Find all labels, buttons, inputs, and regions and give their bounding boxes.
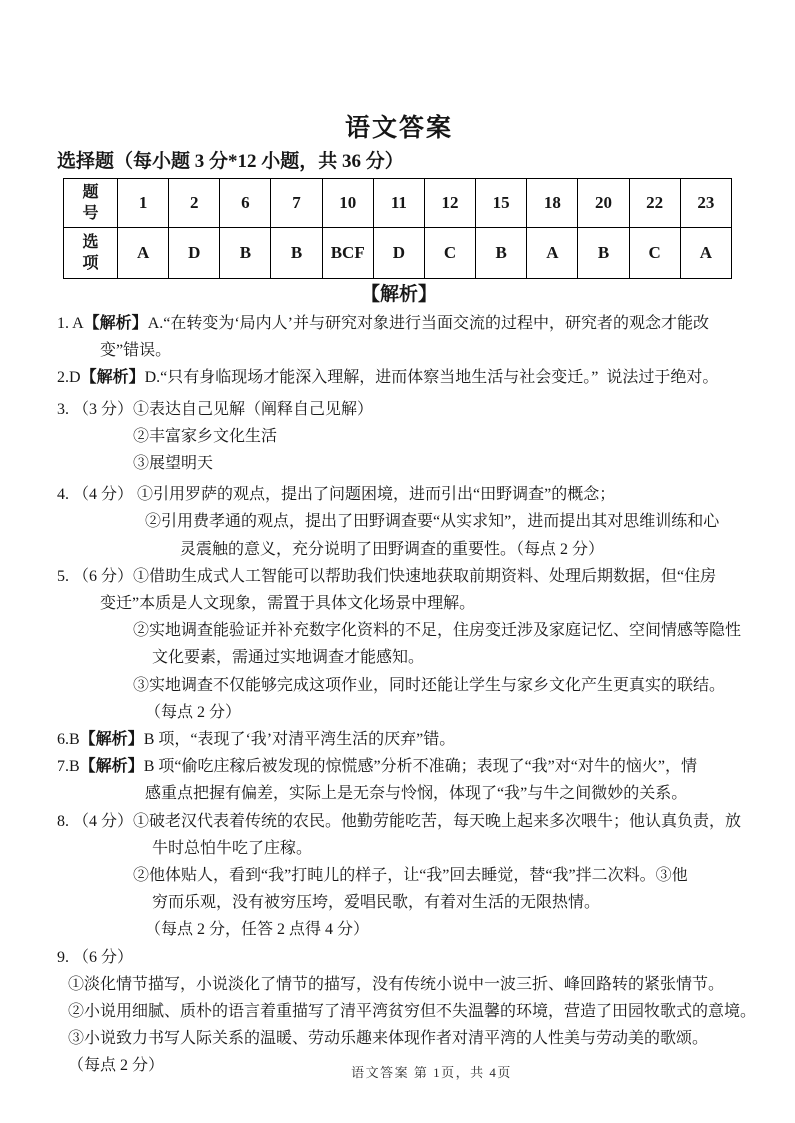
analysis-line [57, 726, 741, 753]
analysis-text: D.“只有身临现场才能深入理解，进而体察当地生活与社会变迁。” 说法过于绝对。 [144, 369, 719, 387]
question-number-cell: 15 [476, 179, 527, 228]
question-number-row [64, 179, 732, 228]
analysis-line [57, 617, 741, 644]
analysis-text: 感重点把握有偏差，实际上是无奈与怜悯，体现了“我”与牛之间微妙的关系。 [145, 785, 688, 803]
analysis-text: （每点 2 分） [145, 703, 242, 721]
answer-cell: BCF [322, 228, 373, 279]
analysis-text: A.“在转变为‘局内人’并与研究对象进行当面交流的过程中，研究者的观念才能改 [147, 315, 710, 332]
analysis-bold-label: 【解析】 [83, 315, 148, 332]
answer-cell: A [680, 228, 731, 279]
analysis-text: ②实地调查能验证并补充数字化资料的不足，住房变迁涉及家庭记忆、空间情感等隐性 [133, 622, 742, 640]
analysis-line [57, 536, 741, 563]
page-footer: 语文答案 第 1页，共 4页 [351, 1065, 512, 1080]
analysis-text: 7.B [57, 758, 80, 776]
analysis-line [57, 590, 741, 617]
page-title: 语文答案 [344, 115, 453, 142]
question-number-label: 题号 [82, 184, 99, 222]
page-content [57, 112, 757, 1080]
answer-row [64, 228, 732, 279]
analysis-line [57, 481, 741, 508]
answer-cell: A [527, 228, 578, 279]
question-number-cell: 6 [220, 179, 271, 228]
question-number-cell: 18 [527, 179, 578, 228]
answer-cell: B [578, 228, 629, 279]
answer-cell: A [118, 228, 169, 279]
analysis-text: ②丰富家乡文化生活 [133, 427, 278, 445]
analysis-text: ③小说致力书写人际关系的温暖、劳动乐趣来体现作者对清平湾的人性美与劳动美的歌颂。 [68, 1030, 709, 1048]
analysis-text: 文化要素，需通过实地调查才能感知。 [152, 649, 425, 667]
analysis-text: 4. （4 分） ①引用罗萨的观点，提出了问题困境，进而引出“田野调查”的概念； [57, 486, 616, 504]
analysis-text: 8. （4 分）①破老汉代表着传统的农民。他勤劳能吃苦，每天晚上起来多次喂牛；他认真负责，放 [57, 812, 742, 830]
choice-label: 选项 [82, 234, 99, 272]
analysis-text: 6.B [57, 731, 80, 749]
analysis-text: ③展望明天 [133, 455, 214, 473]
analysis-bold-label: 【解析】 [80, 369, 145, 387]
analysis-line [57, 1025, 741, 1052]
analysis-line [57, 450, 741, 477]
question-number-cell: 7 [271, 179, 322, 228]
analysis-line [57, 998, 757, 1025]
analysis-text: ②小说用细腻、质朴的语言着重描写了清平湾贫穷但不失温馨的环境，营造了田园牧歌式的意境。 [68, 1003, 757, 1021]
analysis-text: 牛时总怕牛吃了庄稼。 [152, 839, 313, 857]
analysis-line [57, 835, 741, 862]
analysis-line [57, 672, 741, 699]
answer-table [63, 178, 732, 279]
analysis-line [57, 944, 741, 971]
analysis-line [57, 971, 741, 998]
analysis-text: 灵震触的意义，充分说明了田野调查的重要性。（每点 2 分） [180, 540, 605, 558]
analysis-text: 3. （3 分）①表达自己见解（阐释自己见解） [57, 400, 374, 418]
question-number-cell: 22 [629, 179, 680, 228]
analysis-bold-label: 【解析】 [79, 731, 144, 749]
question-number-cell: 11 [373, 179, 424, 228]
row-header-choice-cell [64, 228, 118, 279]
answer-cell: B [220, 228, 271, 279]
analysis-line [57, 337, 741, 364]
analysis-line [57, 396, 741, 423]
analysis-bold-label: 【解析】 [79, 758, 144, 776]
analysis-text: ③实地调查不仅能够完成这项作业，同时还能让学生与家乡文化产生更真实的联结。 [133, 676, 726, 694]
analysis-line [57, 423, 741, 450]
analysis-line [57, 699, 741, 726]
analysis-text: B 项，“表现了‘我’对清平湾生活的厌弃”错。 [143, 731, 456, 749]
question-number-cell: 20 [578, 179, 629, 228]
analysis-text: ①淡化情节描写，小说淡化了情节的描写，没有传统小说中一波三折、峰回路转的紧张情节。 [68, 975, 725, 993]
answer-cell: B [476, 228, 527, 279]
analysis-line [57, 563, 741, 590]
analysis-line [57, 364, 741, 391]
analysis-line [57, 889, 741, 916]
analysis-line [57, 862, 741, 889]
question-number-cell: 2 [169, 179, 220, 228]
analysis-text: 1. A [57, 315, 84, 332]
analysis-heading: 【解析】 [360, 284, 437, 305]
analysis-text: 变”错误。 [100, 342, 172, 360]
analysis-text: ②引用费孝通的观点，提出了田野调查要“从实求知”，进而提出其对思维训练和心 [145, 513, 720, 531]
analysis-line [57, 753, 741, 780]
analysis-text: 2.D [57, 369, 81, 387]
question-number-cell: 23 [680, 179, 731, 228]
question-number-cell: 10 [322, 179, 373, 228]
analysis-line [57, 780, 741, 807]
answer-cell: B [271, 228, 322, 279]
analysis-text: B 项“偷吃庄稼后被发现的惊慌感”分析不准确；表现了“我”对“对牛的恼火”，情 [143, 758, 697, 776]
analysis-text: （每点 2 分，任答 2 点得 4 分） [145, 921, 370, 939]
multiple-choice-heading: 选择题（每小题 3 分*12 小题，共 36 分） [57, 151, 404, 172]
analysis-line [57, 310, 741, 337]
analysis-line [57, 808, 741, 835]
analysis-text: 变迁”本质是人文现象，需置于具体文化场景中理解。 [100, 595, 476, 613]
analysis-text: （每点 2 分） [68, 1057, 165, 1075]
row-header-question-number-cell [64, 179, 118, 228]
analysis-line [57, 508, 741, 535]
analysis-text: ②他体贴人，看到“我”打盹儿的样子，让“我”回去睡觉，替“我”拌二次料。③他 [133, 867, 688, 885]
analysis-body [57, 310, 757, 1080]
answer-cell: C [629, 228, 680, 279]
question-number-cell: 1 [118, 179, 169, 228]
analysis-line [57, 644, 741, 671]
answer-cell: C [424, 228, 475, 279]
analysis-line [57, 916, 741, 943]
analysis-text: 5. （6 分）①借助生成式人工智能可以帮助我们快速地获取前期资料、处理后期数据，但“住房 [57, 567, 717, 585]
question-number-cell: 12 [424, 179, 475, 228]
answer-cell: D [373, 228, 424, 279]
answer-cell: D [169, 228, 220, 279]
analysis-text: 穷而乐观，没有被穷压垮，爱唱民歌，有着对生活的无限热情。 [152, 894, 601, 912]
analysis-text: 9. （6 分） [57, 948, 134, 966]
